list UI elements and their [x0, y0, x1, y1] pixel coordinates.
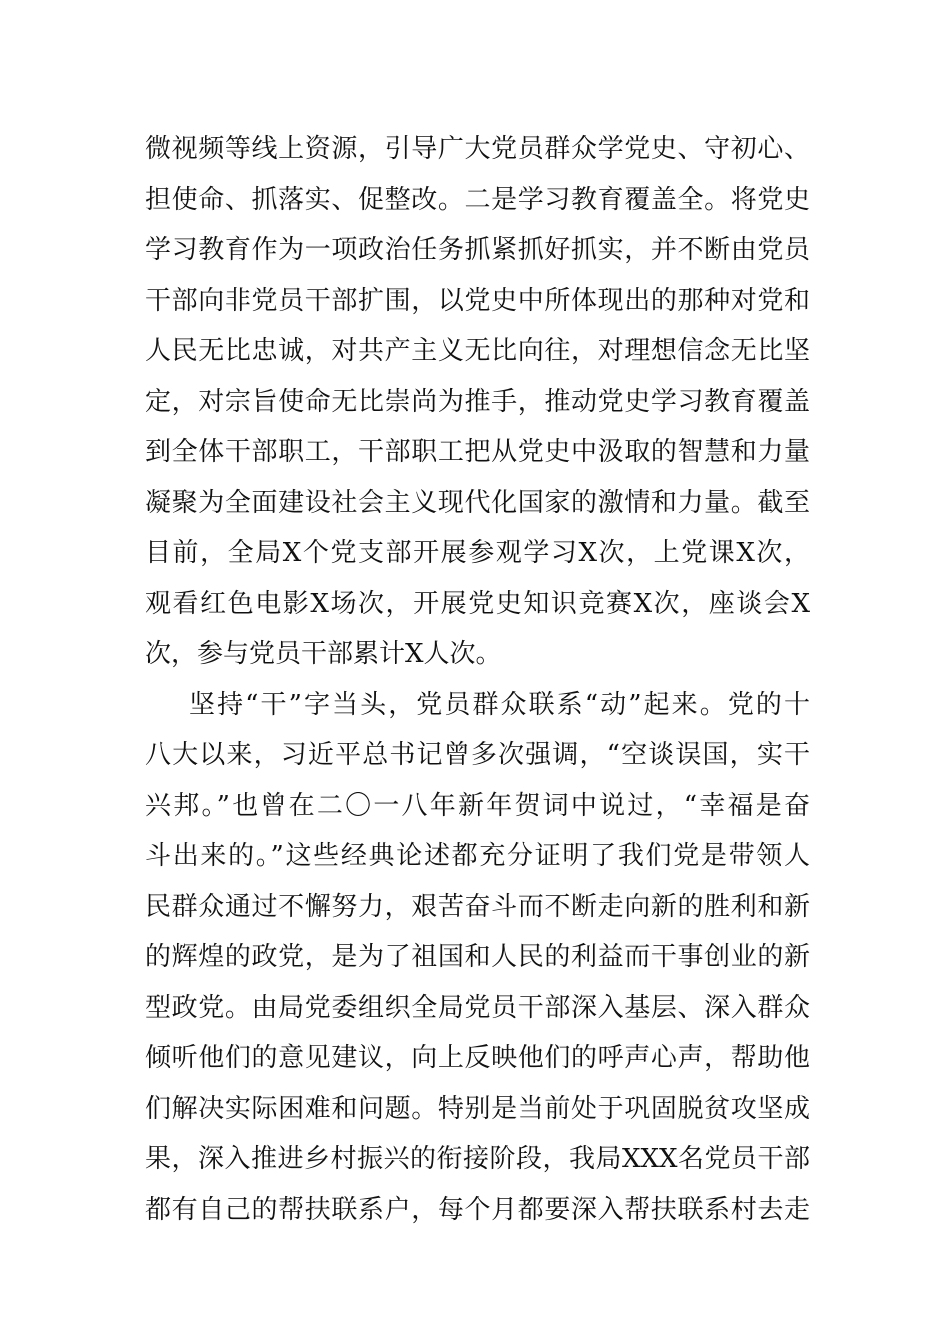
document-body — [145, 124, 810, 1235]
text-line: 果，深入推进乡村振兴的衔接阶段，我局XXX名党员干部 — [145, 1144, 810, 1174]
text-line: 倾听他们的意见建议，向上反映他们的呼声心声，帮助他 — [145, 1043, 810, 1073]
text-line: 都有自己的帮扶联系户，每个月都要深入帮扶联系村去走 — [145, 1194, 810, 1225]
text-line: 人民无比忠诚，对共产主义无比向往，对理想信念无比坚 — [145, 336, 810, 366]
text-line: 次，参与党员干部累计X人次。 — [145, 639, 502, 669]
text-line: 到全体干部职工，干部职工把从党史中汲取的智慧和力量 — [145, 437, 810, 467]
text-line: 担使命、抓落实、促整改。二是学习教育覆盖全。将党史 — [145, 184, 810, 215]
text-line: 民群众通过不懈努力，艰苦奋斗而不断走向新的胜利和新 — [145, 891, 810, 922]
text-line: 坚持“干”字当头，党员群众联系“动”起来。党的十 — [189, 689, 810, 720]
text-line: 微视频等线上资源，引导广大党员群众学党史、守初心、 — [145, 134, 810, 164]
text-line: 八大以来，习近平总书记曾多次强调，“空谈误国，实干 — [145, 740, 810, 770]
text-line: 型政党。由局党委组织全局党员干部深入基层、深入群众 — [145, 992, 810, 1023]
text-line: 的辉煌的政党，是为了祖国和人民的利益而干事创业的新 — [145, 942, 810, 972]
text-line: 兴邦。”也曾在二〇一八年新年贺词中说过，“幸福是奋 — [145, 790, 810, 821]
text-line: 们解决实际困难和问题。特别是当前处于巩固脱贫攻坚成 — [145, 1093, 810, 1124]
paragraph-1 — [145, 124, 810, 680]
text-line: 斗出来的。”这些经典论述都充分证明了我们党是带领人 — [145, 841, 810, 871]
text-line: 目前，全局X个党支部开展参观学习X次，上党课X次， — [145, 538, 810, 568]
text-line: 凝聚为全面建设社会主义现代化国家的激情和力量。截至 — [145, 487, 810, 518]
paragraph-2 — [145, 680, 810, 1236]
text-line: 定，对宗旨使命无比崇尚为推手，推动党史学习教育覆盖 — [145, 386, 810, 417]
text-line: 学习教育作为一项政治任务抓紧抓好抓实，并不断由党员 — [145, 235, 810, 265]
text-line: 干部向非党员干部扩围，以党史中所体现出的那种对党和 — [145, 285, 810, 316]
text-line: 观看红色电影X场次，开展党史知识竞赛X次，座谈会X — [145, 588, 810, 619]
